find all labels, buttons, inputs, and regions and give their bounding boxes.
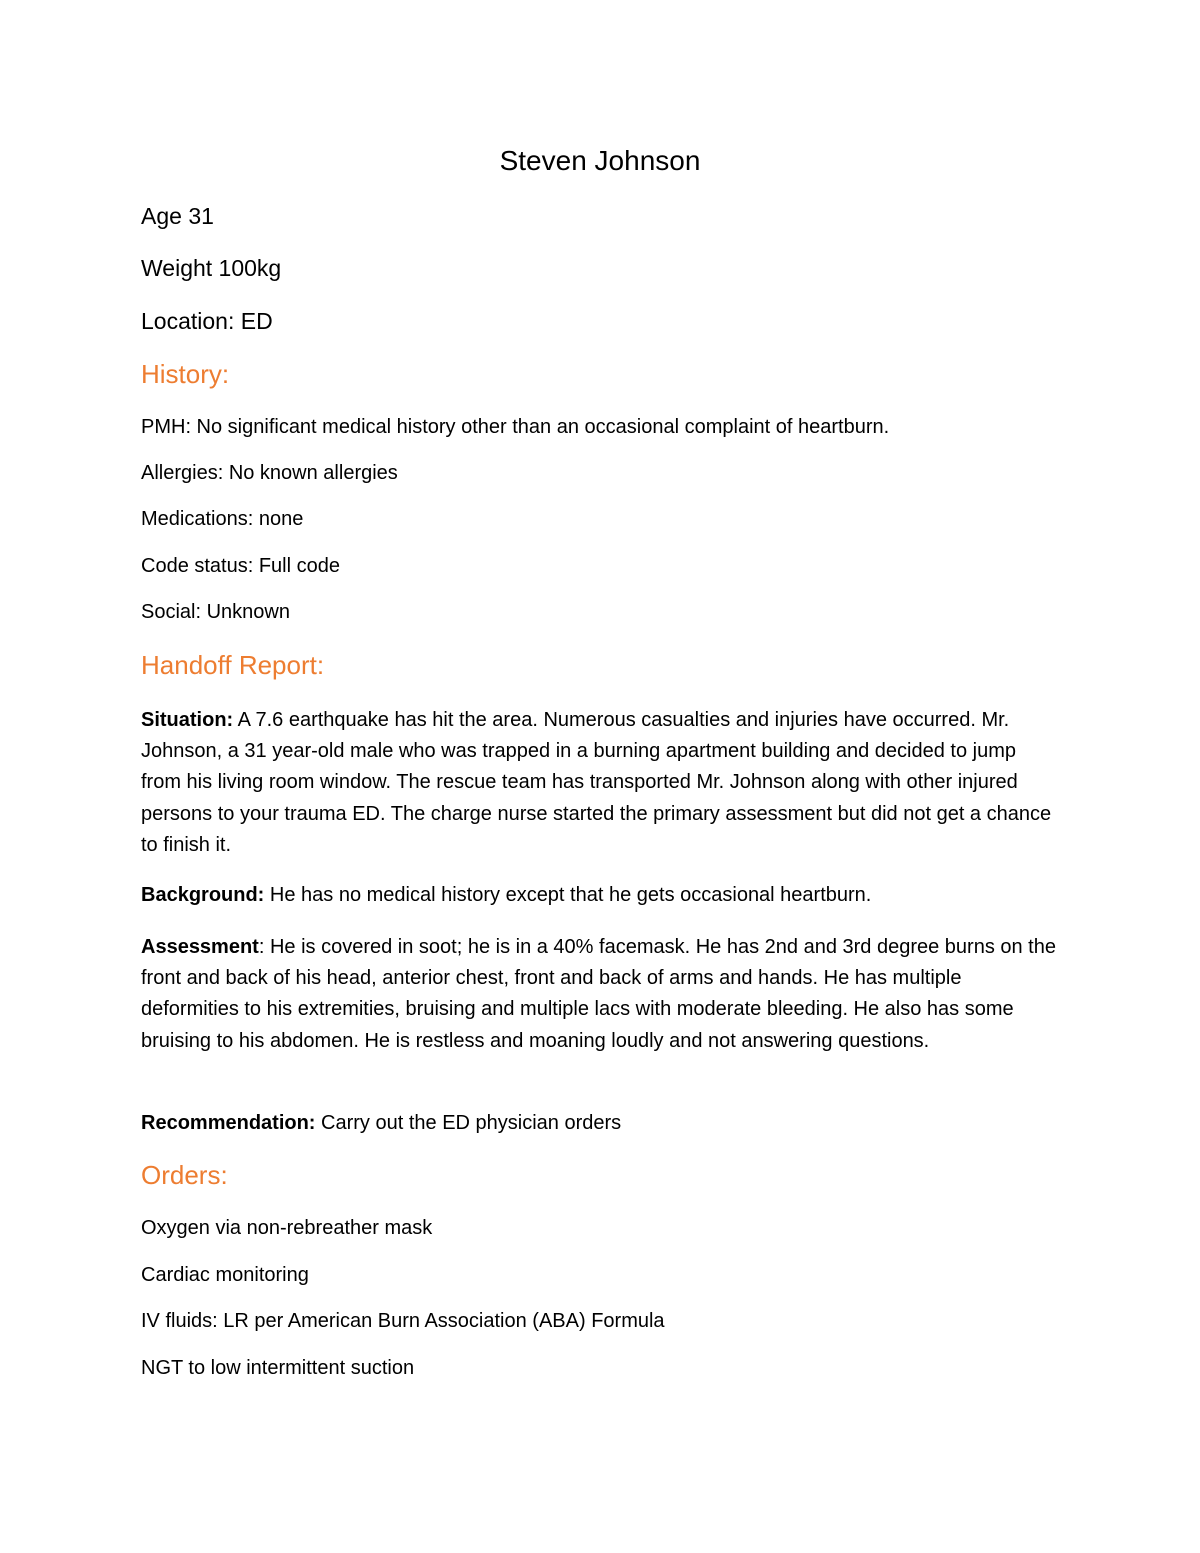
- order-item: NGT to low intermittent suction: [141, 1357, 415, 1379]
- handoff-situation: [141, 705, 1061, 861]
- history-allergies: Allergies: No known allergies: [141, 462, 398, 484]
- background-text: He has no medical history except that he gets occasional heartburn.: [264, 884, 872, 906]
- handoff-assessment: [141, 932, 1061, 1057]
- handoff-background: [141, 880, 1061, 911]
- order-item: Oxygen via non-rebreather mask: [141, 1217, 433, 1239]
- orders-heading: Orders:: [141, 1160, 228, 1190]
- recommendation-label: Recommendation:: [141, 1112, 316, 1134]
- patient-age: Age 31: [141, 203, 214, 229]
- recommendation-text: Carry out the ED physician orders: [315, 1112, 622, 1134]
- background-label: Background:: [141, 884, 265, 906]
- order-item: IV fluids: LR per American Burn Association (ABA) Formula: [141, 1310, 665, 1332]
- situation-label: Situation:: [141, 709, 234, 731]
- history-pmh: PMH: No significant medical history other than an occasional complaint of heartburn.: [141, 416, 890, 438]
- history-heading: History:: [141, 359, 230, 389]
- handoff-heading: Handoff Report:: [141, 650, 325, 680]
- situation-text: A 7.6 earthquake has hit the area. Numerous casualties and injuries have occurred. Mr. Johnson, a 31 year-old male who was trapped in a burning apartment building and decided to jump from his living room window. The rescue team has transported Mr. Johnson along with other injured persons to your trauma ED. The charge nurse started the primary assessment but did not get a chance to finish it.: [141, 709, 1052, 856]
- assessment-label: Assessment: [141, 936, 259, 958]
- patient-weight: Weight 100kg: [141, 255, 282, 281]
- assessment-text: : He is covered in soot; he is in a 40% facemask. He has 2nd and 3rd degree burns on the front and back of his head, anterior chest, front and back of arms and hands. He has multiple deformities to his extremities, bruising and multiple lacs with moderate bleeding. He also has some bruising to his abdomen. He is restless and moaning loudly and not answering questions.: [141, 936, 1056, 1052]
- history-medications: Medications: none: [141, 508, 304, 530]
- patient-name: Steven Johnson: [499, 145, 701, 176]
- order-item: Cardiac monitoring: [141, 1264, 309, 1286]
- handoff-recommendation: [141, 1108, 1061, 1139]
- history-social: Social: Unknown: [141, 601, 290, 623]
- patient-location: Location: ED: [141, 308, 273, 334]
- history-code-status: Code status: Full code: [141, 555, 340, 577]
